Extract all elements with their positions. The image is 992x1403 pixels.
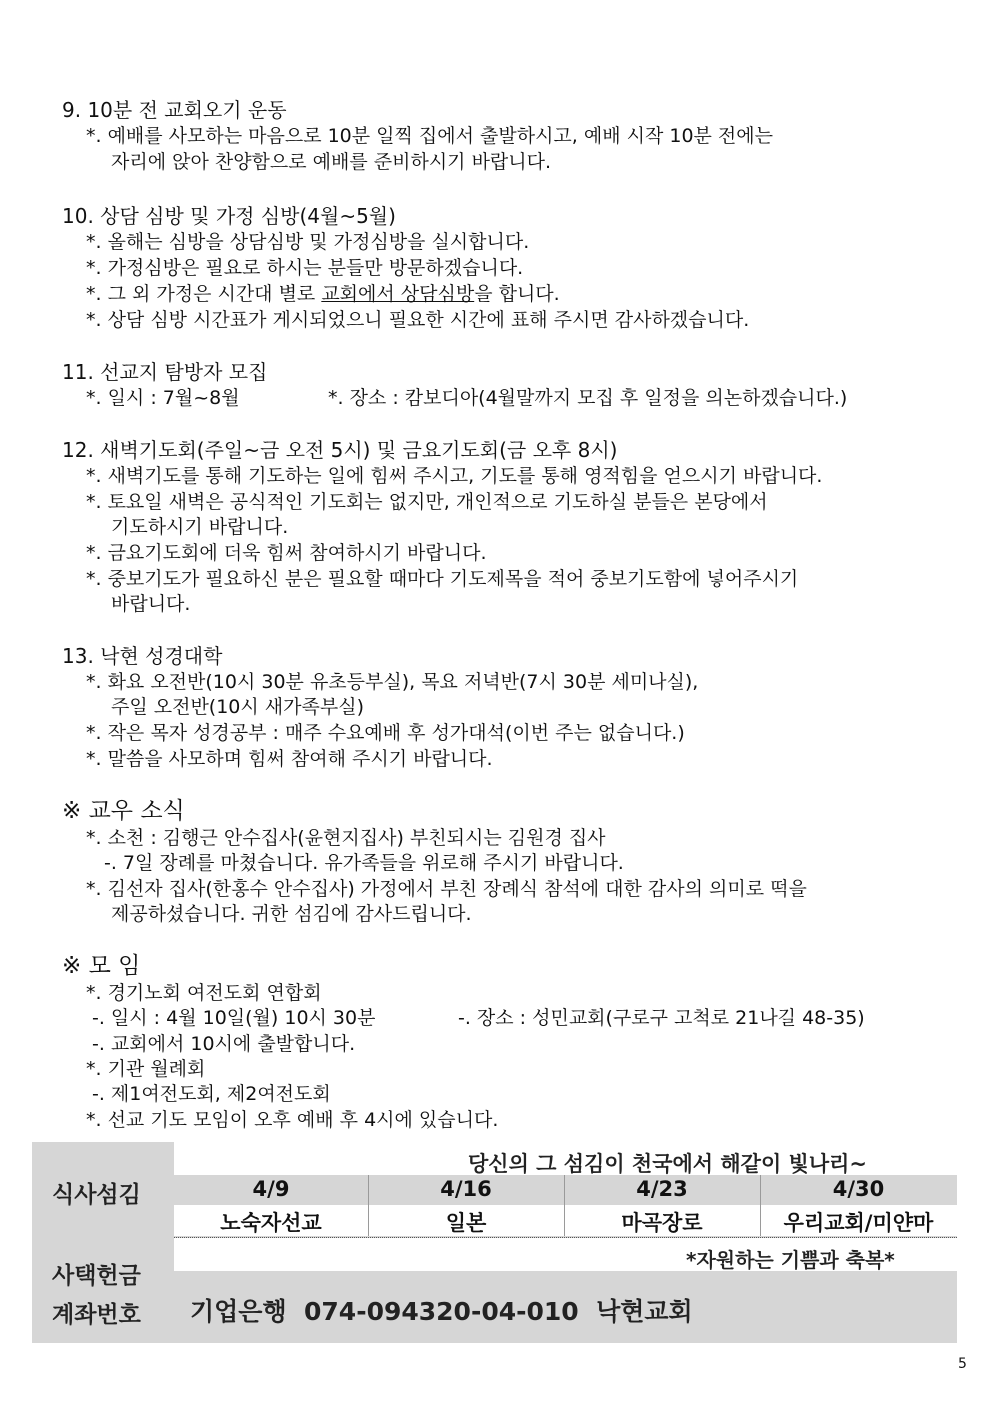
meetings-date: -. 일시 : 4월 10일(월) 10시 30분 (92, 1007, 376, 1029)
section-9-title: 9. 10분 전 교회오기 운동 (62, 98, 287, 122)
news-line-1: *. 소천 : 김행근 안수집사(윤현지집사) 부친되시는 김원경 집사 (86, 827, 606, 849)
section-10-line-3-post: 을 합니다. (474, 283, 560, 305)
section-13-title: 13. 낙현 성경대학 (62, 644, 223, 668)
section-12-line-2: *. 토요일 새벽은 공식적인 기도회는 없지만, 개인적으로 기도하실 분들은 본당에서 (86, 491, 768, 513)
server-cell: 노숙자선교 (220, 1211, 322, 1235)
date-cell: 4/9 (252, 1177, 290, 1201)
news-line-4: 제공하셨습니다. 귀한 섬김에 감사드립니다. (111, 903, 472, 925)
section-12-line-1: *. 새벽기도를 통해 기도하는 일에 힘써 주시고, 기도를 통해 영적힘을 얻으시기 바랍니다. (86, 465, 823, 487)
account-label: 계좌번호 (52, 1302, 141, 1328)
section-13-line-2: 주일 오전반(10시 새가족부실) (111, 696, 364, 718)
section-10-line-3-pre: *. 그 외 가정은 시간대 별로 (86, 283, 322, 305)
section-12-line-5: *. 중보기도가 필요하신 분은 필요할 때마다 기도제목을 적어 중보기도함에 넣어주시기 (86, 568, 799, 590)
meetings-line-6: *. 선교 기도 모임이 오후 예배 후 4시에 있습니다. (86, 1109, 499, 1131)
server-cell: 우리교회/미얀마 (783, 1211, 934, 1235)
section-10-title: 10. 상담 심방 및 가정 심방(4월~5월) (62, 204, 396, 228)
server-cell: 일본 (445, 1211, 487, 1235)
meetings-line-4: *. 기관 월례회 (86, 1058, 206, 1080)
meetings-line-1: *. 경기노회 여전도회 연합회 (86, 982, 322, 1004)
section-10-line-4: *. 상담 심방 시간표가 게시되었으니 필요한 시간에 표해 주시면 감사하겠습니다. (86, 309, 750, 331)
section-13-line-1: *. 화요 오전반(10시 30분 유초등부실), 목요 저녁반(7시 30분 세미나실), (86, 671, 699, 693)
offering-label: 사택헌금 (52, 1263, 141, 1289)
dotted-divider (174, 1237, 957, 1238)
section-13-line-3: *. 작은 목자 성경공부 : 매주 수요예배 후 성가대석(이번 주는 없습니다.) (86, 722, 685, 744)
section-12-line-3: 기도하시기 바랍니다. (111, 516, 289, 538)
date-cell: 4/30 (832, 1177, 885, 1201)
meetings-title: ※ 모 임 (62, 953, 141, 979)
news-line-3: *. 김선자 집사(한홍수 안수집사) 가정에서 부친 장례식 참석에 대한 감사의 의미로 떡을 (86, 878, 807, 900)
section-12-line-4: *. 금요기도회에 더욱 힘써 참여하시기 바랍니다. (86, 542, 487, 564)
meal-label: 식사섬김 (52, 1182, 141, 1208)
section-12-title: 12. 새벽기도회(주일~금 오전 5시) 및 금요기도회(금 오후 8시) (62, 438, 618, 462)
section-9-line-1: *. 예배를 사모하는 마음으로 10분 일찍 집에서 출발하시고, 예배 시작 10분 전에는 (86, 125, 773, 147)
date-cell: 4/16 (440, 1177, 492, 1201)
section-9-line-2: 자리에 앉아 찬양함으로 예배를 준비하시기 바랍니다. (111, 151, 552, 173)
section-10-line-3 (86, 282, 560, 307)
table-tagline: 당신의 그 섬김이 천국에서 해같이 빛나리~ (468, 1152, 868, 1176)
meetings-line-5: -. 제1여전도회, 제2여전도회 (92, 1083, 331, 1105)
section-11-title: 11. 선교지 탐방자 모집 (62, 360, 268, 384)
section-10-line-2: *. 가정심방은 필요로 하시는 분들만 방문하겠습니다. (86, 257, 524, 279)
offering-note: *자원하는 기쁨과 축복* (686, 1248, 895, 1272)
page-number: 5 (958, 1356, 967, 1372)
meetings-place: -. 장소 : 성민교회(구로구 고척로 21나길 48-35) (458, 1007, 865, 1029)
news-title: ※ 교우 소식 (62, 798, 185, 824)
section-11-place: *. 장소 : 캄보디아(4월말까지 모집 후 일정을 의논하겠습니다.) (328, 387, 848, 409)
server-cell: 마곡장로 (621, 1211, 703, 1235)
section-11-date: *. 일시 : 7월~8월 (86, 387, 240, 409)
meetings-line-3: -. 교회에서 10시에 출발합니다. (92, 1033, 356, 1055)
account-number: 기업은행 074-094320-04-010 낙현교회 (190, 1297, 693, 1326)
date-cell: 4/23 (636, 1177, 688, 1201)
section-10-line-1: *. 올해는 심방을 상담심방 및 가정심방을 실시합니다. (86, 231, 530, 253)
section-10-underlined: 교회에서 상담심방 (321, 283, 475, 305)
section-12-line-6: 바랍니다. (111, 593, 191, 615)
section-13-line-4: *. 말씀을 사모하며 힘써 참여해 주시기 바랍니다. (86, 748, 493, 770)
news-line-2: -. 7일 장례를 마쳤습니다. 유가족들을 위로해 주시기 바랍니다. (104, 852, 624, 874)
